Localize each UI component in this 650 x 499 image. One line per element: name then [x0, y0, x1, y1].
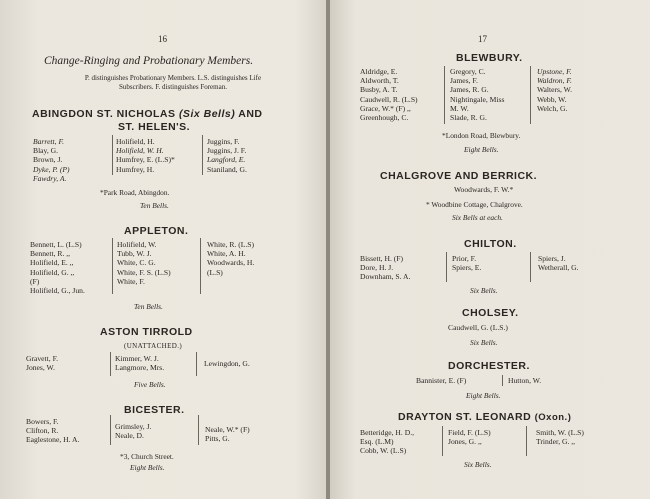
member-name: Blay, G.	[33, 146, 59, 156]
member-name: Bennett, R. ,,	[30, 249, 71, 259]
member-name: Grace, W.* (F) ,,	[360, 103, 411, 113]
member-name: Fawdry, A.	[33, 173, 67, 183]
tower-heading-dorchester: DORCHESTER.	[448, 360, 530, 372]
column-divider	[110, 352, 111, 376]
column-divider	[502, 375, 503, 386]
member-name: Humfrey, E. (L.S)*	[116, 155, 175, 165]
member-name: James, F.	[450, 76, 478, 86]
member-column-2	[117, 240, 171, 286]
column-divider	[196, 352, 197, 376]
column-divider	[198, 415, 199, 445]
member-name: Upstone, F.	[537, 67, 572, 76]
member-column-1	[33, 137, 70, 183]
column-divider	[110, 415, 111, 445]
column-divider	[202, 135, 203, 175]
column-divider	[526, 426, 527, 456]
member-name: Juggins, J. F.	[207, 146, 247, 156]
member-name: White, A. H.	[207, 249, 246, 259]
member-name: Nightingale, Miss	[450, 94, 505, 104]
member-name: Bannister, E. (F)	[416, 376, 467, 385]
tower-address: *3, Church Street.	[120, 452, 174, 461]
tower-heading-drayton	[398, 411, 571, 423]
tower-heading-bicester: BICESTER.	[124, 404, 185, 416]
member-name: Woodwards, H.	[207, 258, 255, 268]
tower-address: *Park Road, Abingdon.	[100, 188, 170, 197]
member-name: Clifton, R.	[26, 426, 59, 436]
legend-line-2: Subscribers. F. distinguishes Foreman.	[119, 83, 227, 91]
column-divider	[112, 135, 113, 175]
member-name: Eaglestone, H. A.	[26, 435, 80, 445]
column-divider	[112, 238, 113, 294]
member-name: Holifield, W.	[117, 240, 157, 249]
member-name: Cobb, W. (L.S)	[360, 446, 407, 456]
column-divider	[446, 252, 447, 282]
member-name: White, F.	[117, 276, 145, 286]
tower-heading-drayton-b: (Oxon.)	[534, 412, 572, 423]
right-page	[330, 0, 650, 499]
page-title: Change-Ringing and Probationary Members.	[44, 55, 254, 67]
member-name: Walters, W.	[537, 85, 573, 95]
member-name: Webb, W.	[537, 94, 567, 104]
bells-count: Six Bells.	[470, 286, 498, 295]
member-column-3	[207, 137, 247, 174]
member-column-2	[450, 67, 504, 122]
member-name: Neale, W.* (F)	[205, 425, 250, 434]
tower-heading-drayton-a: DRAYTON ST. LEONARD	[398, 411, 532, 423]
member-column-1	[360, 428, 414, 456]
member-column-2	[115, 422, 151, 440]
member-column-1	[26, 417, 79, 445]
tower-heading-abingdon-c: AND	[238, 108, 263, 120]
member-column-2	[116, 137, 175, 174]
member-name: Aldridge, E.	[360, 67, 398, 76]
tower-heading-abingdon-b: (Six Bells)	[178, 108, 236, 120]
tower-heading-aston-tirrold: ASTON TIRROLD	[100, 326, 193, 338]
member-name: Dore, H. J.	[360, 263, 394, 273]
member-name: Downham, S. A.	[360, 272, 411, 282]
member-name: Pitts, G.	[205, 434, 230, 444]
member-name: Bissett, H. (F)	[360, 254, 404, 263]
member-column-2	[115, 354, 164, 372]
member-name: M. W.	[450, 103, 469, 113]
tower-heading-chilton: CHILTON.	[464, 238, 517, 250]
member-name: White, F. S. (L.S)	[117, 267, 171, 277]
member-name: Holifield, E. ,,	[30, 258, 74, 268]
member-name: Greenhough, C.	[360, 113, 409, 123]
tower-heading-cholsey: CHOLSEY.	[462, 307, 519, 319]
member-column-1	[30, 240, 85, 295]
member-name: Hutton, W.	[508, 376, 542, 385]
member-name: Betteridge, H. D.,	[360, 428, 414, 437]
bells-count: Ten Bells.	[140, 201, 169, 210]
member-name: Barrett, F.	[33, 137, 65, 146]
member-column-2	[452, 254, 481, 272]
tower-heading-abingdon-a: ABINGDON ST. NICHOLAS	[32, 108, 176, 120]
legend-line-1: P. distinguishes Probationary Members. L.S. distinguishes Life	[84, 74, 262, 82]
member-name: White, C. G.	[117, 258, 156, 268]
member-name: James, R. G.	[450, 85, 489, 95]
member-column-1	[360, 254, 410, 282]
member-name: Brown, J.	[33, 155, 63, 165]
member-name: Juggins, F.	[207, 137, 240, 146]
bells-count: Ten Bells.	[134, 302, 163, 311]
member-name: (L.S)	[207, 267, 223, 277]
member-name: Caudwell, G. (L.S.)	[448, 323, 508, 332]
bells-count: Eight Bells.	[130, 463, 165, 472]
page-number: 16	[158, 34, 167, 44]
tower-heading-blewbury: BLEWBURY.	[456, 52, 523, 64]
member-name: Lewingdon, G.	[204, 359, 250, 368]
member-name: Jones, W.	[26, 363, 55, 373]
member-name: Slade, R. G.	[450, 113, 487, 123]
member-name: Aldworth, T.	[360, 76, 399, 86]
tower-address: *London Road, Blewbury.	[442, 131, 521, 140]
bells-count: Six Bells.	[464, 460, 492, 469]
member-name: Woodwards, F. W.*	[454, 185, 514, 194]
member-name: Neale, D.	[115, 431, 144, 441]
member-name: Kimmer, W. J.	[115, 354, 159, 363]
member-column-3	[205, 425, 250, 443]
member-column-2	[448, 428, 491, 446]
member-name: Smith, W. (L.S)	[536, 428, 584, 437]
member-name: Jones, G. ,,	[448, 437, 482, 447]
member-name: Tubb, W. J.	[117, 249, 152, 259]
member-name: Wetherall, G.	[538, 263, 579, 273]
member-name: Caudwell, R. (L.S)	[360, 94, 418, 104]
member-name: Grimsley, J.	[115, 422, 152, 431]
member-name: Holifield, W. H.	[116, 146, 164, 156]
column-divider	[530, 252, 531, 282]
member-column-1	[26, 354, 58, 372]
member-name: Bennett, L. (L.S)	[30, 240, 82, 249]
member-name: Dyke, P. (P)	[33, 164, 70, 174]
bells-count: Six Bells.	[470, 338, 498, 347]
member-name: Waldron, F.	[537, 76, 572, 86]
tower-address: * Woodbine Cottage, Chalgrove.	[426, 200, 523, 209]
column-divider	[200, 238, 201, 294]
member-name: Spiers, E.	[452, 263, 482, 273]
bells-count: Six Bells at each.	[452, 213, 503, 222]
column-divider	[444, 66, 445, 124]
member-name: Holifield, G. ,,	[30, 267, 75, 277]
member-name: Welch, G.	[537, 103, 568, 113]
member-name: Gregory, C.	[450, 67, 486, 76]
member-column-1	[360, 67, 418, 122]
column-divider	[530, 66, 531, 124]
member-name: Bowers, F.	[26, 417, 59, 426]
page-number: 17	[478, 34, 487, 44]
member-column-3	[537, 67, 572, 113]
member-column-3	[538, 254, 579, 272]
member-name: Langmore, Mrs.	[115, 363, 165, 373]
member-name: Humfrey, H.	[116, 164, 155, 174]
member-name: Staniland, G.	[207, 164, 247, 174]
member-name: Prior, F.	[452, 254, 477, 263]
tower-heading-appleton: APPLETON.	[124, 225, 189, 237]
member-name: (F)	[30, 276, 40, 286]
member-column-3	[536, 428, 584, 446]
member-name: Field, F. (L.S)	[448, 428, 491, 437]
member-name: Spiers, J.	[538, 254, 566, 263]
member-name: Langford, E.	[207, 155, 246, 165]
member-name: Esq. (L.M)	[360, 437, 394, 447]
member-name: Trinder, G. ,,	[536, 437, 576, 447]
column-divider	[442, 426, 443, 456]
tower-heading-chalgrove: CHALGROVE AND BERRICK.	[380, 170, 538, 182]
member-column-3	[204, 359, 250, 368]
bells-count: Eight Bells.	[464, 145, 499, 154]
tower-heading-abingdon-d: ST. HELEN'S.	[118, 121, 191, 133]
member-name: White, R. (L.S)	[207, 240, 255, 249]
member-column-3	[207, 240, 254, 277]
member-name: Holifield, G., Jun.	[30, 286, 85, 296]
member-name: Busby, A. T.	[360, 85, 398, 95]
bells-count: Eight Bells.	[466, 391, 501, 400]
member-name: Holifield, H.	[116, 137, 155, 146]
member-name: Gravett, F.	[26, 354, 59, 363]
tower-subheading: (UNATTACHED.)	[124, 342, 183, 350]
tower-heading-abingdon	[32, 108, 263, 120]
bells-count: Five Bells.	[134, 380, 166, 389]
